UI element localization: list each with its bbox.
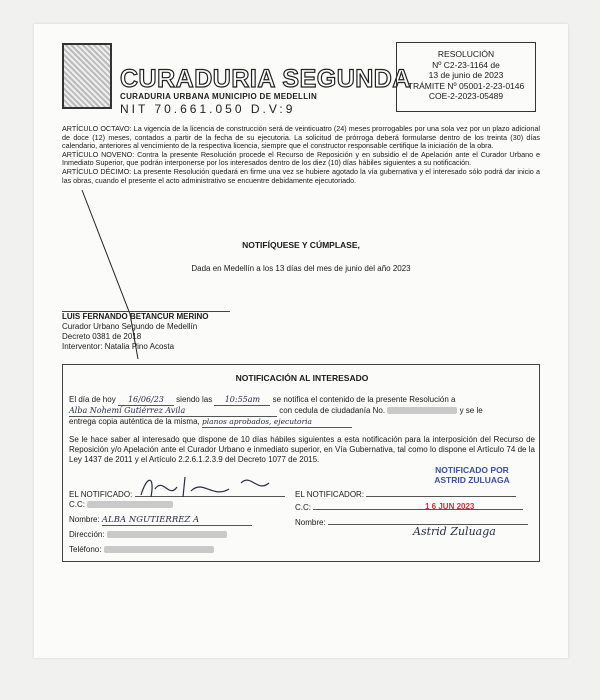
article-decimo: ARTÍCULO DÉCIMO: La presente Resolución quedará en firme una vez se hubiere agotado la vía gubernativa y el interesado sólo podrá dar inicio a las obras, cuando el presente el acto administrativo se encuentre debidamente ejecutoriado. [62, 166, 540, 185]
line1-text-b: siendo las [176, 395, 213, 404]
notification-line-3 [69, 417, 352, 428]
cc2-line [313, 500, 523, 510]
res-title: RESOLUCIÓN [437, 49, 495, 59]
notificado-label: EL NOTIFICADO: [69, 490, 133, 499]
planos-handwritten: planos aprobados, ejecutoria [202, 417, 352, 428]
notificador-signature-line [366, 487, 516, 497]
date-handwritten: 16/06/23 [118, 395, 174, 406]
notificador-row [295, 487, 516, 500]
logo-title: CURADURIA SEGUNDA [120, 65, 411, 93]
notification-body: Se le hace saber al interesado que dispone de 10 días hábiles siguientes a esta notificación para la interposición del Recurso de Reposición y/o Apelación ante el Curador Urbano e inmediato superior, en Vía Gubernativa, tal como lo dispone el Artículo 74 de la Ley 1437 de 2011 y el Artículo 2.2.6.1.2.3.9 del Decreto 1077 de 2015. [69, 435, 535, 464]
signer-decree: Decreto 0381 de 2018 [62, 332, 142, 341]
document-page [34, 24, 568, 658]
dada-line: Dada en Medellín a los 13 días del mes de junio del año 2023 [191, 264, 411, 273]
res-tramite: TRÁMITE Nº 05001-2-23-0146 [407, 80, 525, 91]
cc2-row [295, 500, 523, 513]
article-octavo: ARTÍCULO OCTAVO: La vigencia de la licencia de construcción será de veinticuatro (24) meses prorrogables por una sola vez por un plazo adicional de doce (12) meses, contados a partir de la fecha de su ejecutoria. La solicitud de prórroga deberá formularse dentro de los treinta (30) días calendario, anteriores al vencimiento de la respectiva licencia, siempre que el constructor responsable certifique la iniciación de la obra. [62, 124, 540, 151]
stamp-line-1: NOTIFICADO POR [435, 465, 509, 475]
line1-text-a: El día de hoy [69, 395, 116, 404]
cc-label: C.C: [69, 500, 85, 509]
res-number: Nº C2-23-1164 de [432, 59, 500, 70]
signer-interventor: Interventor: Natalia Pino Acosta [62, 342, 175, 351]
line2-text-b: con cedula de ciudadanía No. [279, 406, 386, 415]
nombre2-label: Nombre: [295, 518, 326, 527]
nombre2-line [328, 515, 528, 525]
stamp-date: 1 6 JUN 2023 [425, 502, 475, 511]
line3-text-a: entrega copia auténtica de la misma, [69, 417, 200, 426]
notificador-signature: Astrid Zuluaga [413, 525, 496, 538]
signer-block [62, 312, 209, 352]
telefono-label: Teléfono: [69, 545, 102, 554]
article-noveno: ARTÍCULO NOVENO: Contra la presente Resolución procede el Recurso de Reposición y en subsidio el de Apelación ante el Curador Urbano e Inmediato Superior, que podrán interponerse por los interesados dentro de los diez (10) días hábiles siguientes a su notificación. [62, 149, 540, 168]
notification-line-1 [69, 395, 455, 406]
logo-nit: NIT 70.661.050 D.V:9 [120, 102, 296, 116]
line1-text-c: se notifica el contenido de la presente Resolución a [272, 395, 456, 404]
notificado-por-stamp [413, 465, 531, 485]
direccion-row [69, 530, 227, 540]
notifiquese-heading: NOTIFÍQUESE Y CÚMPLASE, [242, 240, 360, 250]
telefono-row [69, 545, 214, 555]
telefono-redacted [104, 546, 214, 553]
recipient-name-handwritten: Alba Nohemí Gutiérrez Avila [69, 406, 277, 417]
notification-box [62, 364, 540, 562]
notificado-signature-icon [133, 469, 293, 503]
cc-number-redacted [387, 407, 457, 414]
signer-role: Curador Urbano Segundo de Medellín [62, 322, 198, 331]
direccion-label: Dirección: [69, 530, 105, 539]
notification-title: NOTIFICACIÓN AL INTERESADO [235, 373, 369, 383]
signer-name: LUIS FERNANDO BETANCUR MERINO [62, 312, 209, 321]
logo-subtitle: CURADURIA URBANA MUNICIPIO DE MEDELLIN [120, 92, 318, 101]
res-date: 13 de junio de 2023 [428, 70, 504, 80]
res-coe: COE-2-2023-05489 [428, 91, 504, 101]
cc2-label: C.C: [295, 503, 311, 512]
nombre-label: Nombre: [69, 515, 100, 524]
nombre-handwritten: ALBA NGUTIERREZ A [102, 515, 252, 526]
notification-line-2 [69, 406, 483, 417]
direccion-redacted [107, 531, 227, 538]
stamp-line-2: ASTRID ZULUAGA [434, 475, 510, 485]
line2-text-c: y se le [459, 406, 483, 415]
notificador-label: EL NOTIFICADOR: [295, 490, 365, 499]
time-handwritten: 10:55am [214, 395, 270, 406]
nombre-row [69, 515, 252, 526]
